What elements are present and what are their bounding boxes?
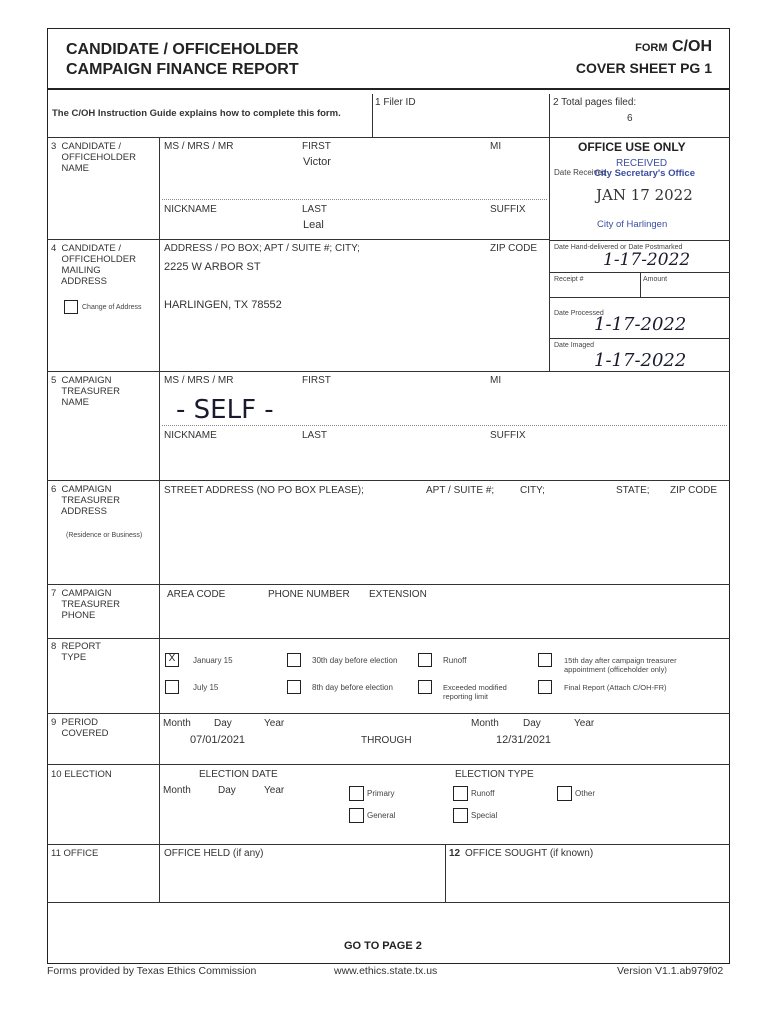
s10-label: 10 ELECTION — [51, 769, 112, 780]
july-15-checkbox[interactable] — [165, 680, 179, 694]
stamp-received: RECEIVED — [616, 158, 668, 169]
thirtieth-day-checkbox[interactable] — [287, 653, 301, 667]
pages-divider — [549, 94, 550, 137]
row-9-top — [47, 713, 730, 714]
row-footer-top — [47, 902, 730, 903]
s3-last-value: Leal — [303, 219, 324, 231]
fifteenth-day-label: 15th day after campaign treasurer appointment (officeholder only) — [564, 656, 677, 674]
office-sought-number: 12 — [449, 848, 461, 859]
form-title — [66, 40, 299, 80]
title-line-1: CANDIDATE / OFFICEHOLDER — [66, 41, 299, 58]
s3-label: 3 CANDIDATE / OFFICEHOLDER NAME — [51, 141, 136, 174]
form-word: FORM — [635, 42, 668, 54]
s5-mi-label: MI — [490, 375, 502, 386]
s3-suffix-label: SUFFIX — [490, 204, 526, 215]
exceeded-limit-checkbox[interactable] — [418, 680, 432, 694]
s5-hand-value: - SELF - — [176, 395, 274, 425]
row-4-top — [47, 239, 550, 240]
imaged-label: Date Imaged — [554, 342, 595, 349]
s10-day-label: Day — [218, 785, 236, 796]
s10-month-label: Month — [163, 785, 191, 796]
s10-year-label: Year — [264, 785, 285, 796]
title-line-2: CAMPAIGN FINANCE REPORT — [66, 61, 299, 78]
s6-apt-label: APT / SUITE #; — [426, 485, 495, 496]
ou-line-3 — [549, 297, 730, 298]
runoff-report-label: Runoff — [443, 656, 467, 665]
date-received-label: Date Received — [554, 168, 607, 177]
stamp-office: City Secretary's Office — [594, 168, 696, 179]
s6-city-label: CITY; — [520, 485, 545, 496]
s3-first-value: Victor — [303, 156, 331, 168]
s8-label: 8 REPORT TYPE — [51, 641, 101, 663]
eighth-day-label: 8th day before election — [312, 683, 393, 692]
s6-label: 6 CAMPAIGN TREASURER ADDRESS — [51, 484, 120, 517]
row-11-top — [47, 844, 730, 845]
s4-zip-label: ZIP CODE — [490, 243, 538, 254]
s9-from-day-label: Day — [214, 718, 232, 729]
s9-to-day-label: Day — [523, 718, 541, 729]
s5-label: 5 CAMPAIGN TREASURER NAME — [51, 375, 120, 408]
s7-area-label: AREA CODE — [167, 589, 226, 600]
office-held-label: OFFICE HELD (if any) — [164, 848, 264, 859]
change-of-address-label: Change of Address — [82, 304, 142, 311]
filer-divider — [372, 94, 373, 137]
s3-dotted — [162, 199, 547, 200]
filer-id-label: 1 Filer ID — [375, 97, 416, 108]
general-checkbox[interactable] — [349, 808, 364, 823]
row-10-top — [47, 764, 730, 765]
runoff-election-label: Runoff — [471, 789, 495, 798]
ou-line-1 — [549, 240, 730, 241]
instruction-text: The C/OH Instruction Guide explains how to complete this form. — [52, 108, 341, 119]
s3-ms-label: MS / MRS / MR — [164, 141, 234, 152]
s7-phone-label: PHONE NUMBER — [268, 589, 350, 600]
general-label: General — [367, 811, 396, 820]
header-rule — [47, 88, 730, 90]
s5-first-label: FIRST — [302, 375, 331, 386]
s9-label: 9 PERIOD COVERED — [51, 717, 109, 739]
footer-version: Version V1.1.ab979f02 — [617, 965, 724, 977]
s3-mi-label: MI — [490, 141, 502, 152]
stamp-city: City of Harlingen — [597, 219, 668, 230]
s9-to-month-label: Month — [471, 718, 499, 729]
office-use-title: OFFICE USE ONLY — [578, 140, 686, 154]
s4-label: 4 CANDIDATE / OFFICEHOLDER MAILING ADDRESS — [51, 243, 136, 287]
s11-label: 11 OFFICE — [51, 848, 99, 859]
processed-label: Date Processed — [554, 310, 604, 317]
row-8-top — [47, 638, 730, 639]
s6-zip-label: ZIP CODE — [670, 485, 718, 496]
s4-address-label: ADDRESS / PO BOX; APT / SUITE #; CITY; — [164, 243, 360, 254]
january-15-label: January 15 — [193, 656, 233, 665]
s9-through: THROUGH — [361, 735, 412, 746]
processed-value: 1-17-2022 — [594, 314, 687, 335]
total-pages-label: 2 Total pages filed: — [553, 97, 637, 108]
s4-line-1: 2225 W ARBOR ST — [164, 261, 261, 273]
change-of-address-checkbox[interactable] — [64, 300, 78, 314]
stamp-date: JAN 17 2022 — [596, 186, 693, 204]
hand-delivered-label: Date Hand-delivered or Date Postmarked — [554, 244, 683, 251]
ou-line-4 — [549, 338, 730, 339]
s3-nickname-label: NICKNAME — [164, 204, 217, 215]
s5-nickname-label: NICKNAME — [164, 430, 217, 441]
s10-date-label: ELECTION DATE — [199, 769, 278, 780]
office-use-divider — [549, 137, 550, 371]
s10-type-label: ELECTION TYPE — [455, 769, 534, 780]
s9-to-value: 12/31/2021 — [496, 734, 552, 746]
thirtieth-day-label: 30th day before election — [312, 656, 398, 665]
s7-label: 7 CAMPAIGN TREASURER PHONE — [51, 588, 120, 621]
row-7-top — [47, 584, 730, 585]
go-to-page-2: GO TO PAGE 2 — [344, 940, 422, 952]
s5-ms-label: MS / MRS / MR — [164, 375, 234, 386]
imaged-value: 1-17-2022 — [594, 350, 687, 371]
s7-ext-label: EXTENSION — [369, 589, 427, 600]
s9-from-month-label: Month — [163, 718, 191, 729]
s3-first-label: FIRST — [302, 141, 331, 152]
row-5-top — [47, 371, 730, 372]
total-pages-value: 6 — [627, 113, 633, 124]
form-code — [635, 38, 712, 56]
ou-receipt-divider — [640, 272, 641, 297]
footer-provided: Forms provided by Texas Ethics Commission — [47, 965, 257, 977]
s5-suffix-label: SUFFIX — [490, 430, 526, 441]
s9-from-year-label: Year — [264, 718, 285, 729]
primary-label: Primary — [367, 789, 395, 798]
runoff-report-checkbox[interactable] — [418, 653, 432, 667]
other-checkbox[interactable] — [557, 786, 572, 801]
other-label: Other — [575, 789, 596, 798]
special-label: Special — [471, 811, 498, 820]
fifteenth-day-checkbox[interactable] — [538, 653, 552, 667]
s9-to-year-label: Year — [574, 718, 595, 729]
s4-line-2: HARLINGEN, TX 78552 — [164, 299, 282, 311]
footer-website: www.ethics.state.tx.us — [334, 965, 438, 977]
final-report-label: Final Report (Attach C/OH-FR) — [564, 683, 667, 692]
row-6-top — [47, 480, 730, 481]
july-15-label: July 15 — [193, 683, 219, 692]
s9-from-value: 07/01/2021 — [190, 734, 246, 746]
primary-checkbox[interactable] — [349, 786, 364, 801]
special-checkbox[interactable] — [453, 808, 468, 823]
form-code-value: C/OH — [672, 38, 712, 55]
office-sought-label: OFFICE SOUGHT (if known) — [465, 848, 594, 859]
runoff-election-checkbox[interactable] — [453, 786, 468, 801]
january-15-checkbox[interactable]: X — [165, 653, 179, 667]
s5-dotted — [162, 425, 727, 426]
hand-delivered-value: 1-17-2022 — [603, 250, 691, 270]
cover-sheet-label: COVER SHEET PG 1 — [575, 60, 712, 76]
s6-sub-label: (Residence or Business) — [66, 532, 143, 539]
row-3-top — [47, 137, 730, 138]
s5-last-label: LAST — [302, 430, 328, 441]
s6-street-label: STREET ADDRESS (NO PO BOX PLEASE); — [164, 485, 364, 496]
s6-state-label: STATE; — [616, 485, 650, 496]
exceeded-limit-label: Exceeded modified reporting limit — [443, 683, 507, 701]
receipt-label: Receipt # — [554, 276, 584, 283]
label-column-divider — [159, 137, 160, 902]
s3-last-label: LAST — [302, 204, 328, 215]
s11-divider — [445, 844, 446, 902]
eighth-day-checkbox[interactable] — [287, 680, 301, 694]
final-report-checkbox[interactable] — [538, 680, 552, 694]
amount-label: Amount — [643, 276, 668, 283]
